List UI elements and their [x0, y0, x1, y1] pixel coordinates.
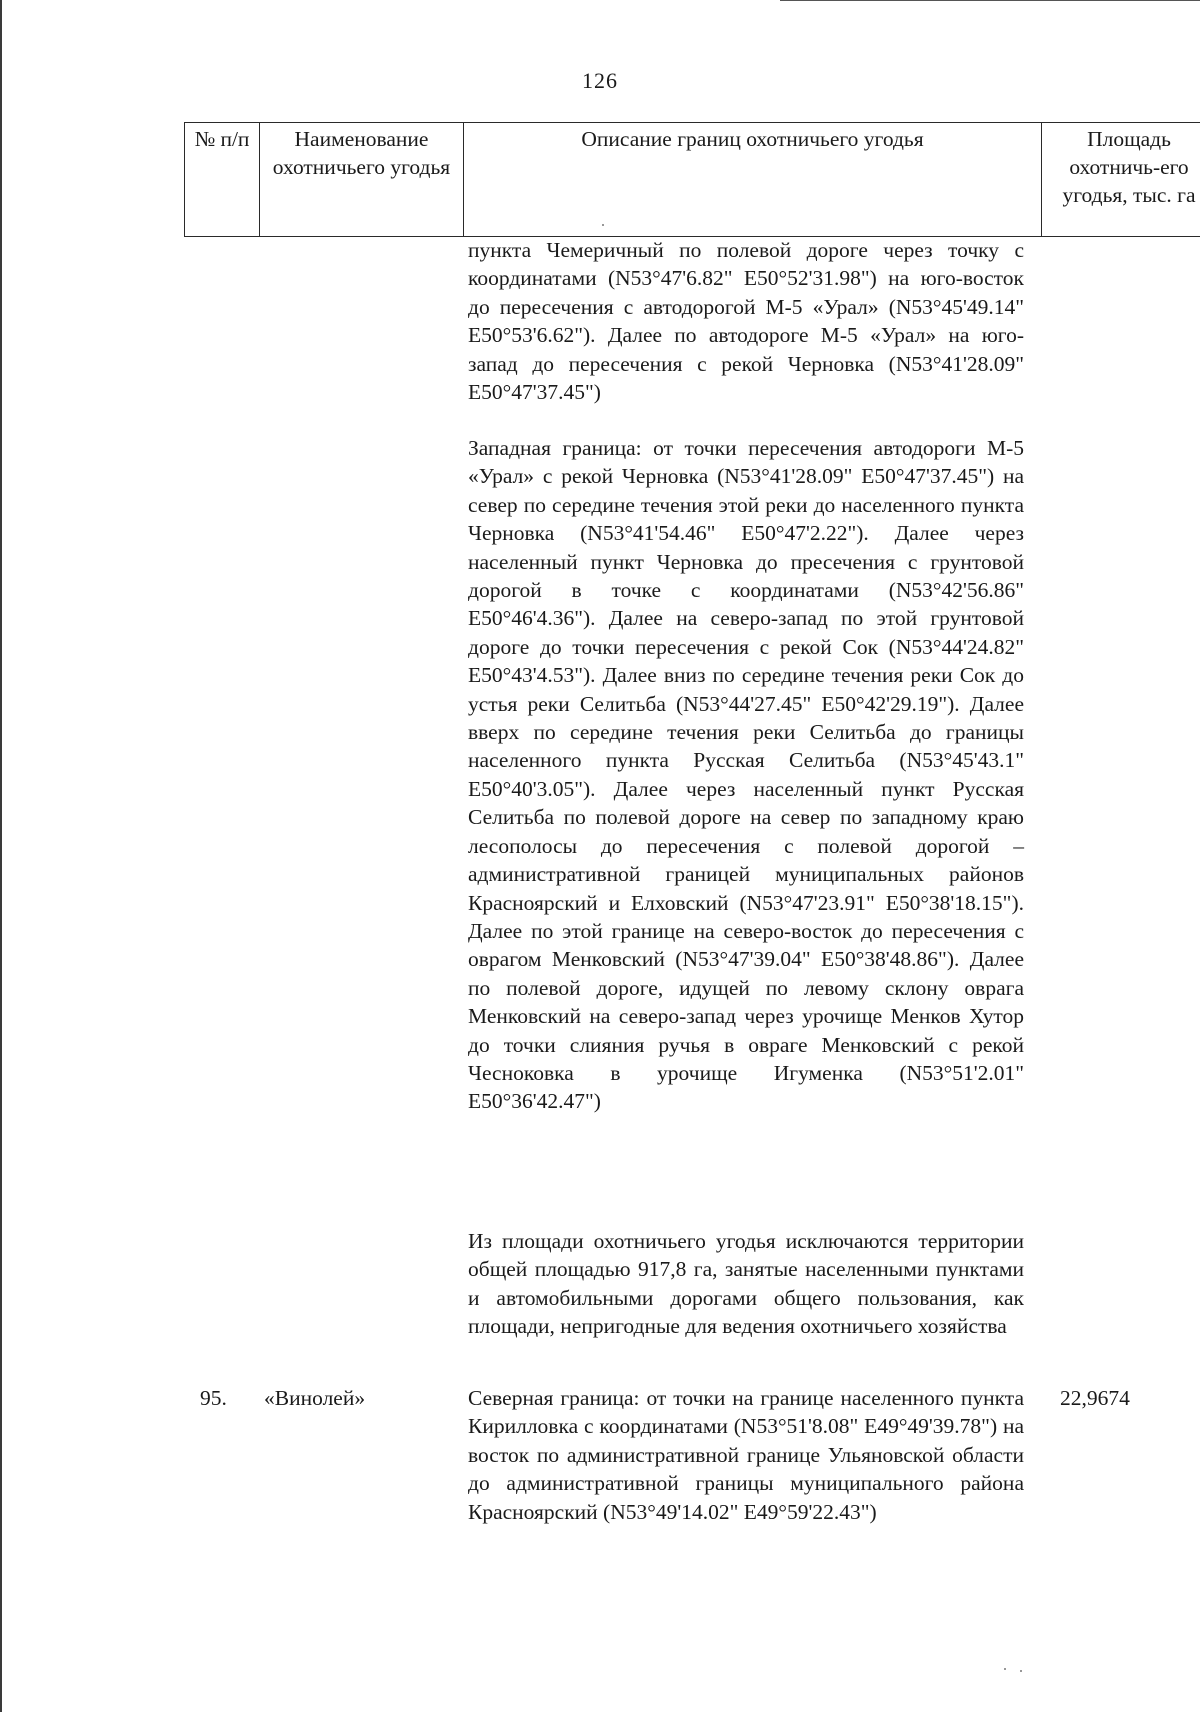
page-edge — [0, 0, 2, 1712]
page-number: 126 — [582, 68, 618, 93]
scan-speck — [602, 224, 604, 226]
header-name: Наименование охотничьего угодья — [260, 123, 464, 237]
scan-speck — [1004, 1668, 1006, 1670]
row-area: 22,9674 — [1060, 1386, 1130, 1410]
header-area: Площадь охотничь-его угодья, тыс. га — [1042, 123, 1200, 237]
page-edge-line — [780, 0, 1200, 1]
description-paragraph: Западная граница: от точки пересечения автодороги М-5 «Урал» с рекой Черновка (N53°41'28.09" E50°47'37.45") на север по середине течения этой реки до населенного пункта Черновка (N53°41'54.46" E50°47'2.22"). Далее через населенный пункт Черновка до пресечения с грунтовой дорогой в точке с координатами (N53°42'56.86" E50°46'4.36"). Далее на северо-запад по этой грунтовой дороге до точки пересечения с рекой Сок (N53°44'24.82" E50°43'4.53"). Далее вниз по середине течения реки Сок до устья реки Селитьба (N53°44'27.45" E50°42'29.19"). Далее вверх по середине течения реки Селитьба до границы населенного пункта Русская Селитьба (N53°45'43.1" E50°40'3.05"). Далее через населенный пункт Русская Селитьба по полевой дороге на север по западному краю лесополосы до пересечения с полевой дорогой – административной границей муниципальных районов Красноярский и Елховский (N53°47'23.91" E50°38'18.15"). Далее по этой границе на северо-восток до пересечения с оврагом Менковский (N53°47'39.04" E50°38'48.86"). Далее по полевой дороге, идущей по левому склону оврага Менковский на северо-запад через урочище Менков Хутор до точки слияния ручья в овраге Менковский с рекой Чесноковка в урочище Игуменка (N53°51'2.01" E50°36'42.47") — [468, 436, 1024, 1114]
row-description: Северная граница: от точки на границе населенного пункта Кирилловка с координатами (N53°51'8.08" E49°49'39.78") на восток по административной границе Ульяновской области до административной границы муниципального района Красноярский (N53°49'14.02" E49°59'22.43") — [468, 1386, 1024, 1524]
description-paragraph: Из площади охотничьего угодья исключаются территории общей площадью 917,8 га, занятые населенными пунктами и автомобильными дорогами общего пользования, как площади, непригодные для ведения охотничьего хозяйства — [468, 1229, 1024, 1339]
scan-speck — [1020, 1670, 1022, 1672]
row-number: 95. — [200, 1386, 227, 1410]
header-description: Описание границ охотничьего угодья — [464, 123, 1042, 237]
table-header — [184, 122, 1200, 237]
row-name: «Винолей» — [264, 1386, 366, 1410]
header-number: № п/п — [185, 123, 260, 237]
description-paragraph: пункта Чемеричный по полевой дороге через точку с координатами (N53°47'6.82" E50°52'31.98") на юго-восток до пересечения с автодорогой М-5 «Урал» (N53°45'49.14" E50°53'6.62"). Далее по автодороге М-5 «Урал» на юго-запад до пересечения с рекой Черновка (N53°41'28.09" E50°47'37.45") — [468, 238, 1024, 405]
